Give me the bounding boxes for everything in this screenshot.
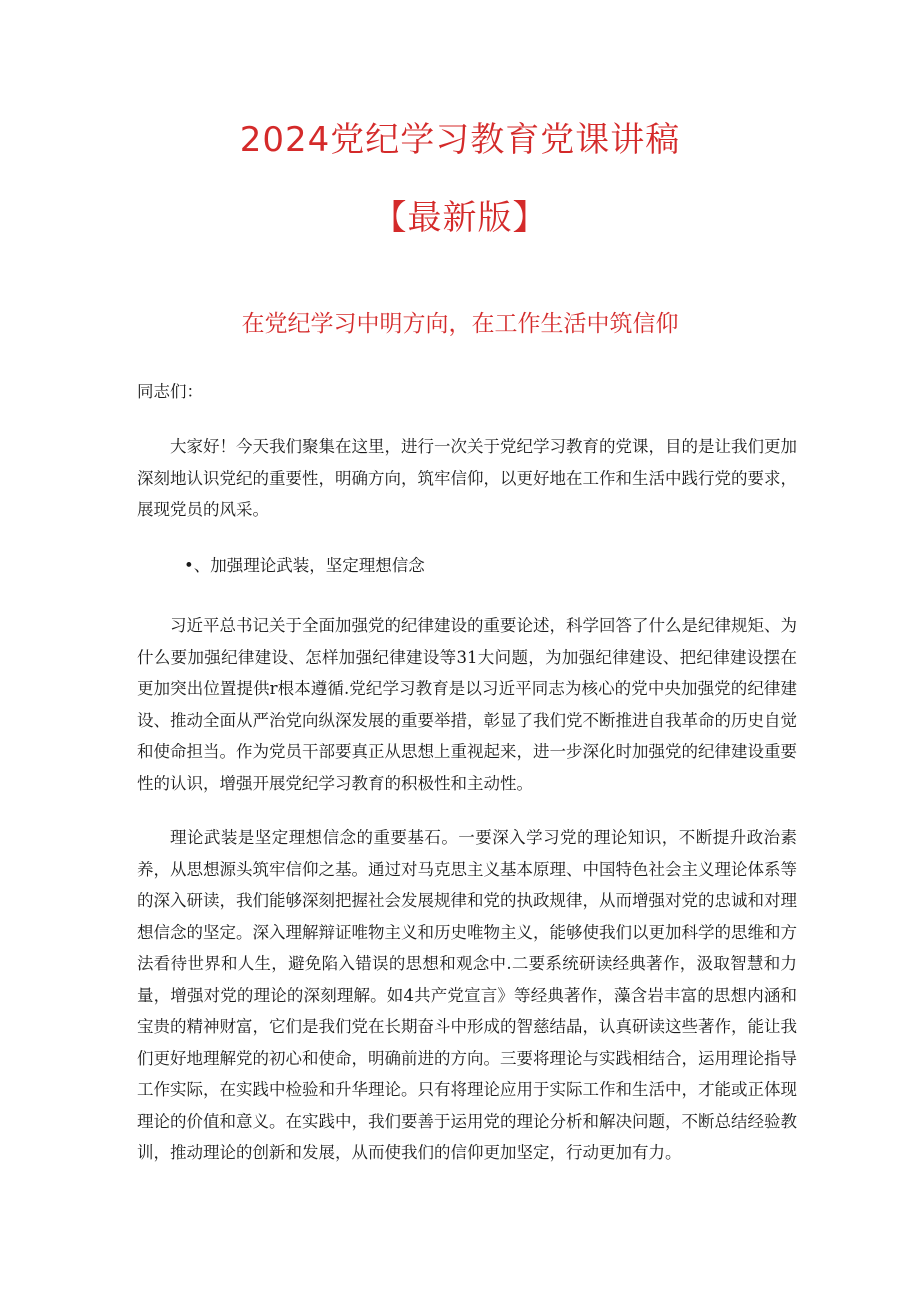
paragraph-intro: 大家好！今天我们聚集在这里，进行一次关于党纪学习教育的党课，目的是让我们更加深刻地认识党纪的重要性，明确方向，筑牢信仰，以更好地在工作和生活中践行党的要求，展现党员的风采。: [137, 437, 797, 519]
document-subtitle: 在党纪学习中明方向，在工作生活中筑信仰: [241, 311, 679, 337]
edition-label: 【最新版】: [372, 198, 548, 238]
paragraph-theory: 理论武装是坚定理想信念的重要基石。一要深入学习党的理论知识，不断提升政治素养，从思想源头筑牢信仰之基。通过对马克思主义基本原理、中国特色社会主义理论体系等的深入研读，我们能够深刻把握社会发展规律和党的执政规律，从而增强对党的忠诚和对理想信念的坚定。深入理解辩证唯物主义和历史唯物主义，能够使我们以更加科学的思维和方法看待世界和人生，避免陷入错误的思想和观念中.二要系统研读经典著作，汲取智慧和力量，增强对党的理论的深刻理解。如4共产党宣言》等经典著作，藻含岩丰富的思想内涵和宝贵的精神财富，它们是我们党在长期奋斗中形成的智慈结晶，认真研读这些著作，能让我们更好地理解党的初心和使命，明确前进的方向。三要将理论与实践相结合，运用理论指导工作实际，在实践中检验和升华理论。只有将理论应用于实际工作和生活中，才能或正体现理论的价值和意义。在实践中，我们要善于运用党的理论分析和解决问题，不断总结经验教训，推动理论的创新和发展，从而使我们的信仰更加坚定，行动更加有力。: [137, 828, 797, 1162]
document-title: 2024党纪学习教育党课讲稿: [239, 120, 681, 160]
salutation: 同志们：: [137, 382, 203, 401]
paragraph-discipline: 习近平总书记关于全面加强党的纪律建设的重要论述，科学回答了什么是纪律规矩、为什么要加强纪律建设、怎样加强纪律建设等31大问题，为加强纪律建设、把纪律建设摆在更加突出位置提供r根本遵循.党纪学习教育是以习近平同志为核心的党中央加强党的纪律建设、推动全面从严治党向纵深发展的重要举措，彰显了我们党不断推进自我革命的历史自觉和使命担当。作为党员干部要真正从思想上重视起来，进一步深化时加强党的纪律建设重要性的认识，增强开展党纪学习教育的积极性和主动性。: [137, 616, 797, 793]
section-heading: •、加强理论武装，坚定理想信念: [184, 556, 425, 575]
